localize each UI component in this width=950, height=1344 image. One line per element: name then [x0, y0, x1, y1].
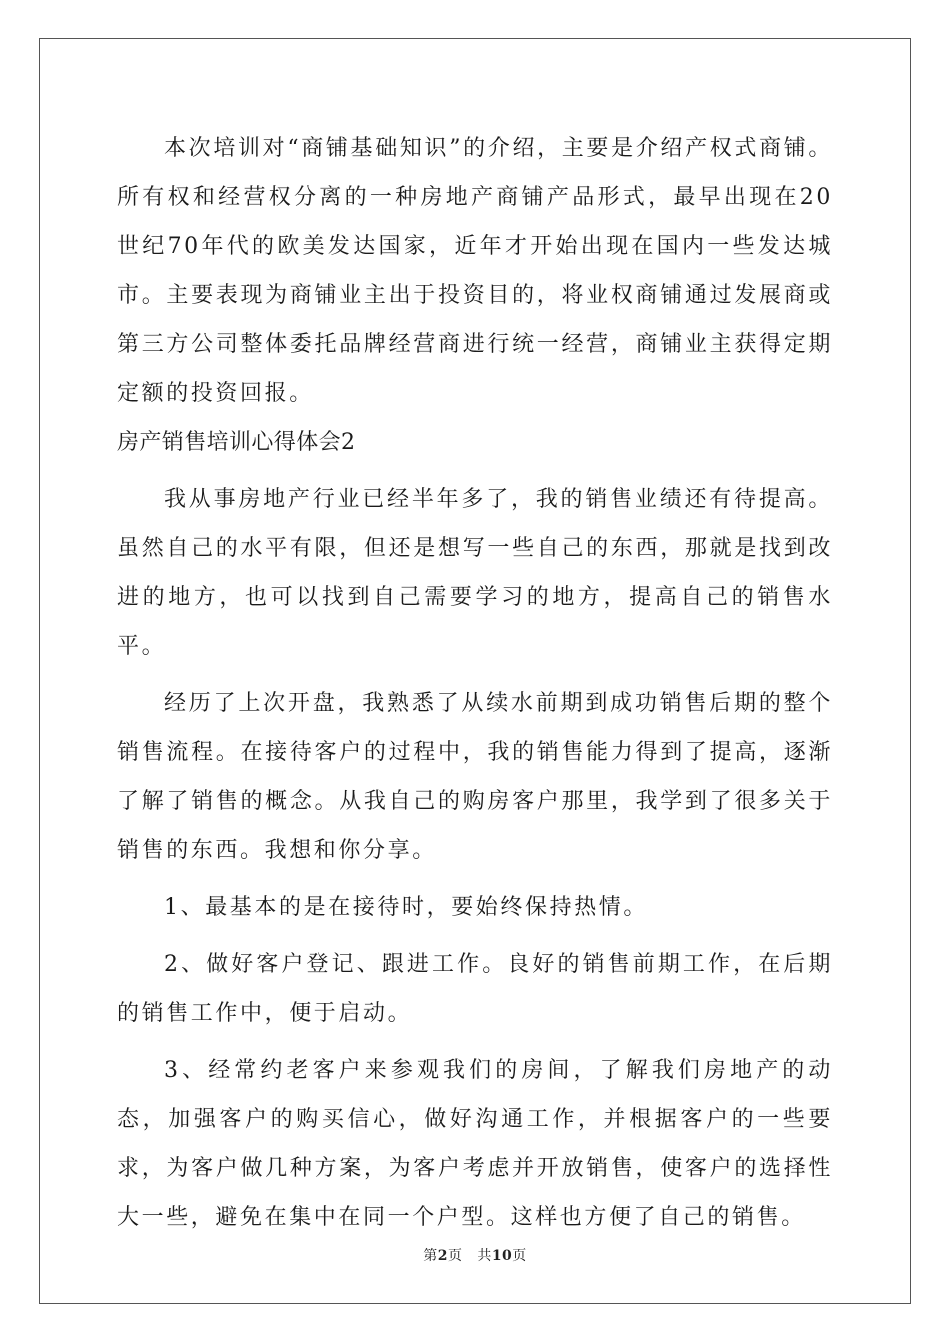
- current-page-number: 2: [437, 1248, 448, 1264]
- document-body: [117, 124, 833, 1242]
- section-heading: 房产销售培训心得体会2: [117, 430, 356, 455]
- page-footer: [0, 1245, 950, 1265]
- paragraph-experience: 我从事房地产行业已经半年多了，我的销售业绩还有待提高。虽然自己的水平有限，但还是想写一些自己的东西，那就是找到改进的地方，也可以找到自己需要学习的地方，提高自己的销售水平。: [117, 487, 833, 659]
- total-suffix: 页: [512, 1248, 527, 1264]
- list-item-2: 2、做好客户登记、跟进工作。良好的销售前期工作，在后期的销售工作中，便于启动。: [117, 952, 833, 1026]
- paragraph-opening: 经历了上次开盘，我熟悉了从续水前期到成功销售后期的整个销售流程。在接待客户的过程中，我的销售能力得到了提高，逐渐了解了销售的概念。从我自己的购房客户那里，我学到了很多关于销售的东西。我想和你分享。: [117, 691, 833, 863]
- total-page-count: 10: [491, 1248, 513, 1264]
- page-suffix: 页: [447, 1248, 463, 1264]
- list-item-3: 3、经常约老客户来参观我们的房间，了解我们房地产的动态，加强客户的购买信心，做好沟通工作，并根据客户的一些要求，为客户做几种方案，为客户考虑并开放销售，使客户的选择性大一些，避免在集中在同一个户型。这样也方便了自己的销售。: [117, 1058, 833, 1230]
- paragraph-intro: 本次培训对“商铺基础知识”的介绍，主要是介绍产权式商铺。所有权和经营权分离的一种房地产商铺产品形式，最早出现在20世纪70年代的欧美发达国家，近年才开始出现在国内一些发达城市。主要表现为商铺业主出于投资目的，将业权商铺通过发展商或第三方公司整体委托品牌经营商进行统一经营，商铺业主获得定期定额的投资回报。: [117, 136, 833, 406]
- total-prefix: 共: [477, 1248, 492, 1264]
- page-prefix: 第: [423, 1248, 438, 1264]
- list-item-1: 1、最基本的是在接待时，要始终保持热情。: [164, 895, 648, 920]
